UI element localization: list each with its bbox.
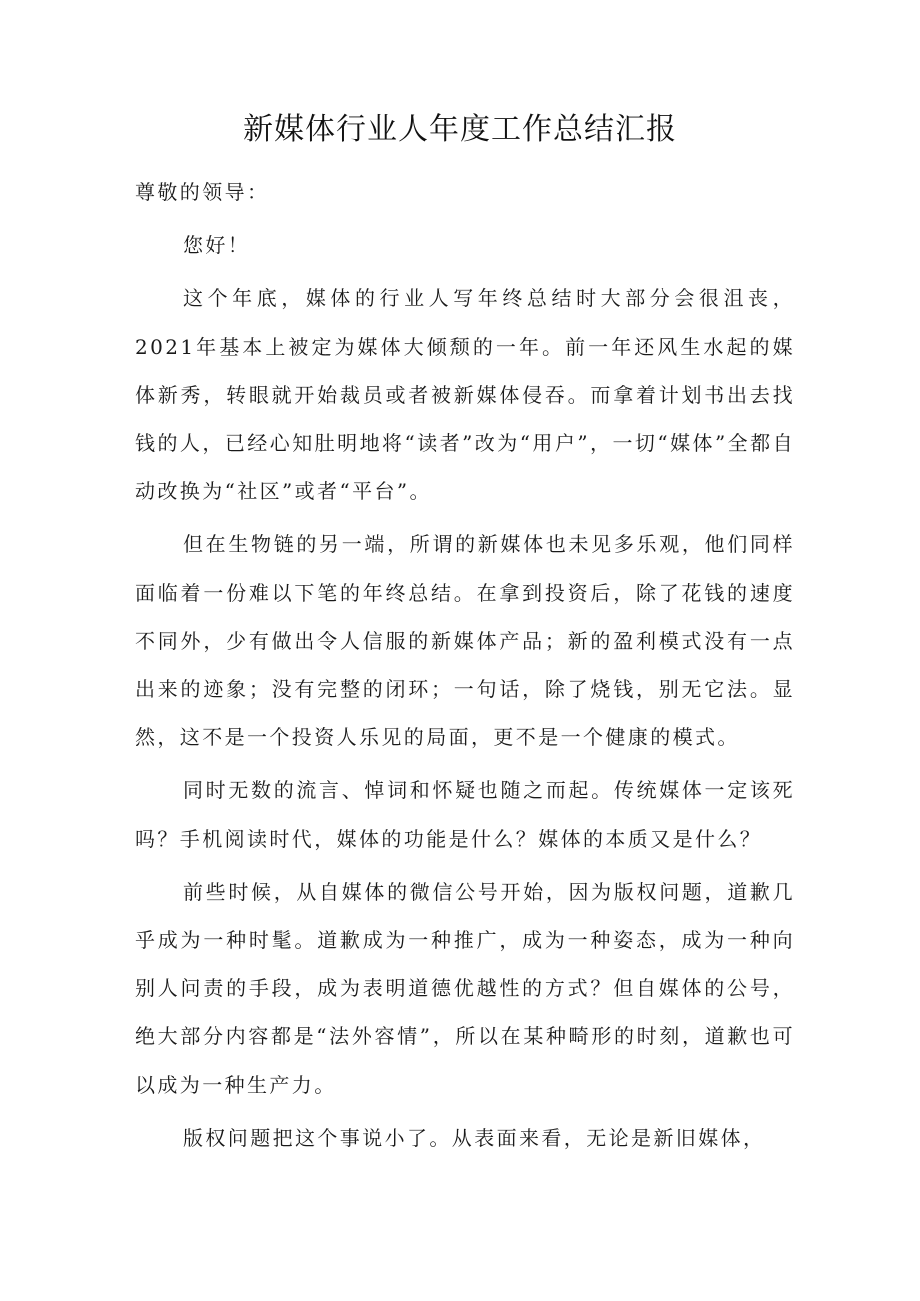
document-body xyxy=(135,168,795,1162)
paragraph-4: 前些时候，从自媒体的微信公号开始，因为版权问题，道歉几乎成为一种时髦。道歉成为一种推广，成为一种姿态，成为一种向别人问责的手段，成为表明道德优越性的方式？但自媒体的公号，绝大部分内容都是“法外容情”，所以在某种畸形的时刻，道歉也可以成为一种生产力。 xyxy=(135,879,795,1097)
greeting: 您好！ xyxy=(183,233,251,258)
paragraph-5: 版权问题把这个事说小了。从表面来看，无论是新旧媒体， xyxy=(183,1125,766,1150)
salutation: 尊敬的领导： xyxy=(135,180,270,204)
paragraph-3: 同时无数的流言、悼词和怀疑也随之而起。传统媒体一定该死吗？手机阅读时代，媒体的功能是什么？媒体的本质又是什么？ xyxy=(135,778,795,851)
document-title: 新媒体行业人年度工作总结汇报 xyxy=(243,112,677,147)
paragraph-2: 但在生物链的另一端，所谓的新媒体也未见多乐观，他们同样面临着一份难以下笔的年终总结。在拿到投资后，除了花钱的速度不同外，少有做出令人信服的新媒体产品；新的盈利模式没有一点出来的迹象；没有完整的闭环；一句话，除了烧钱，别无它法。显然，这不是一个投资人乐见的局面，更不是一个健康的模式。 xyxy=(135,532,795,750)
paragraph-1: 这个年底，媒体的行业人写年终总结时大部分会很沮丧，2021年基本上被定为媒体大倾颓的一年。前一年还风生水起的媒体新秀，转眼就开始裁员或者被新媒体侵吞。而拿着计划书出去找钱的人，已经心知肚明地将“读者”改为“用户”，一切“媒体”全都自动改换为“社区”或者“平台”。 xyxy=(135,286,795,504)
